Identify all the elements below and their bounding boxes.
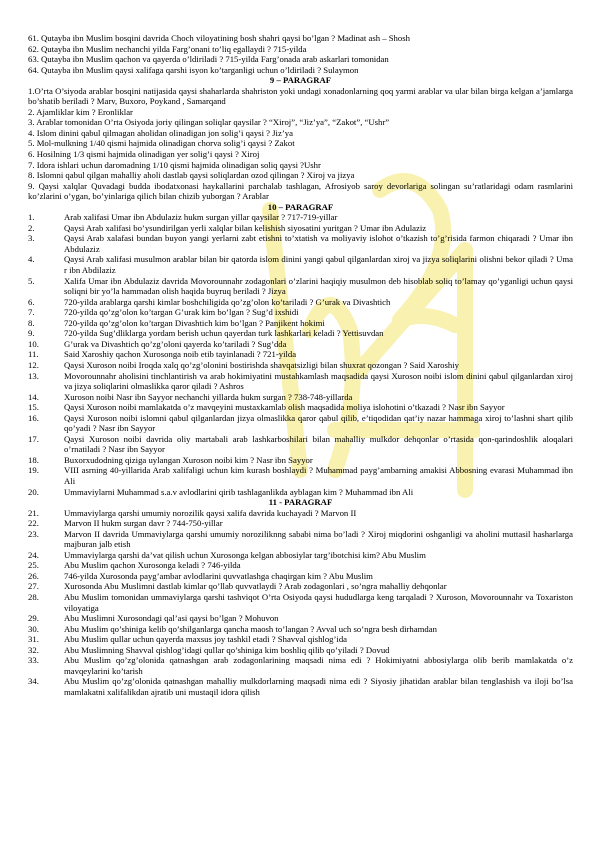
question-line: 62. Qutayba ibn Muslim nechanchi yilda Farg’onani to’liq egallaydi ? 715-yilda (28, 43, 307, 54)
numbered-question (28, 254, 573, 275)
question-number: 12. (28, 359, 39, 370)
numbered-question (28, 518, 573, 529)
question-text: Abu Muslimni Xurosondagi qal’asi qaysi bo’lgan ? Mohuvon (64, 613, 279, 624)
question-number: 27. (28, 581, 39, 592)
question-number: 26. (28, 570, 39, 581)
question-text: 720-yilda Sug’dliklarga yordam berish uchun qayerdan turk lashkarlari keladi ? Yettisuvdan (64, 328, 384, 339)
question-text: Ummaviylarga qarshi da’vat qilish uchun Xurosonga kelgan abbosiylar targ’ibotchisi kim? Abu Muslim (64, 549, 426, 560)
question-paragraph: 1.O’rta O’siyoda arablar bosqini natijasida qaysi shaharlarda shahriston yoki undagi xonadonlarning qoq yarmi arablar va ular bilan birga kelgan a’jamlarga bo’shatib beriladi ? Marv, Buxoro, Poykand , Samarqand (28, 85, 573, 107)
numbered-question (28, 634, 573, 645)
question-number: 31. (28, 634, 39, 645)
question-number: 18. (28, 454, 39, 465)
question-text: Buxorxudodning qiziga uylangan Xuroson noibi kim ? Nasr ibn Sayyor (64, 454, 313, 465)
top-questions (28, 33, 573, 75)
section-heading-10: 10 – PARAGRAF (267, 201, 334, 212)
question-text: Qaysi Xuroson noibi islomni qabul qilganlardan jizya olmaslikka qaror qabul qilib, e’tiqodidan qat’iy nazar hammaga xiroj to’lashni shart qilib qo’yadi ? Nasr ibn Sayyor (64, 412, 573, 434)
question-number: 30. (28, 623, 39, 634)
question-text: 720-yilda qo’zg’olon ko’targan Divashtich kim bo’lgan ? Panjikent hokimi (64, 317, 325, 328)
section-9-questions (28, 86, 573, 202)
question-number: 8. (28, 317, 35, 328)
numbered-question (28, 349, 573, 360)
question-number: 2. (28, 222, 35, 233)
question-number: 11. (28, 349, 39, 360)
question-text: Ummaviylarga qarshi umumiy norozilik qaysi xalifa davrida kuchayadi ? Marvon II (64, 507, 357, 518)
question-number: 13. (28, 370, 39, 381)
question-text: Qaysi Xuroson noibi Iroqda xalq qo’zg’olonini bostirishda shavqatsizligi bilan shuxrat qozongan ? Said Xaroshiy (64, 359, 459, 370)
question-paragraph: 9. Qaysi xalqlar Quvadagi budda ibodatxonasi haykallarini parchalab tashlagan, Afrosiyob saroy devorlariga solingan su’ratlaridagi odam rasmlarini ko’zlarini o’ygan, bo’yinlariga qilich bilan chizib yuborgan ? Arablar (28, 180, 573, 202)
section-10-questions (28, 212, 573, 497)
numbered-question (28, 592, 573, 613)
question-text: Abu Muslim qo’shiniga kelib qo’shilganlarga qancha maosh to’langan ? Avval uch so’ngra besh dirhamdan (64, 623, 437, 634)
numbered-question (28, 307, 573, 318)
question-paragraph: 4. Islom dinini qabul qilmagan aholidan olinadigan jon solig’i qaysi ? Jiz’ya (28, 127, 293, 138)
question-text: Qaysi Arab xalifasi bo’ysundirilgan yerli xalqlar bilan kelishish siyosatini yuritgan ? Umar ibn Adulaziz (64, 222, 427, 233)
numbered-question (28, 413, 573, 434)
numbered-question (28, 360, 573, 371)
question-number: 16. (28, 412, 39, 423)
question-line: 64. Qutayba ibn Muslim qaysi xalifaga qarshi isyon ko’targanligi uchun o’ldiriladi ? Sulaymon (28, 64, 359, 75)
numbered-question (28, 233, 573, 254)
question-number: 19. (28, 465, 39, 476)
question-text: Abu Muslim qo’zg’olonida qatnashgan arab zodagonlarining maqsadi nima edi ? Hokimiyatni abbosiylarga olib berib mamlakatda o’z mavqeylarini ko’tarish (64, 655, 573, 676)
numbered-question (28, 297, 573, 308)
numbered-question (28, 402, 573, 413)
question-paragraph: 2. Ajamliklar kim ? Eronliklar (28, 106, 133, 117)
question-text: Abu Muslim qo’zg’olonida qatnashgan mahalliy mulkdorlarning maqsadi nima edi ? Siyosiy jihatidan arablar bilan tenglashish va iloji bo’lsa mamlakatni xalifalikdan ajratib uni mustaqil idora qilish (64, 676, 573, 697)
question-text: Abu Muslim tomonidan ummaviylarga qarshi tashviqot O’rta Osiyoda qaysi hududlarga keng tarqaladi ? Xuroson, Movorounnahr va Toxariston viloyatiga (64, 591, 573, 613)
question-text: Ummaviylarni Muhammad s.a.v avlodlarini qirib tashlaganlikda ayblagan kim ? Muhammad ibn Ali (64, 486, 414, 497)
section-heading-11: 11 - PARAGRAF (268, 497, 333, 508)
question-number: 33. (28, 655, 39, 666)
question-number: 24. (28, 549, 39, 560)
numbered-question (28, 455, 573, 466)
numbered-question (28, 655, 573, 676)
question-number: 22. (28, 518, 39, 529)
question-number: 21. (28, 507, 39, 518)
question-text: Qaysi Arab xalifasi musulmon arablar bilan bir qatorda islom dinini yangi qabul qilganlardan xiroj va jizya soliqlarini olishni bekor qiladi ? Uma r ibn Abdilaziz (64, 254, 573, 276)
question-number: 29. (28, 613, 39, 624)
question-text: 746-yilda Xurosonda payg’ambar avlodlarini quvvatlashga chaqirgan kim ? Abu Muslim (64, 570, 373, 581)
section-heading-9: 9 – PARAGRAF (269, 75, 332, 86)
question-paragraph: 5. Mol-mulkning 1/40 qismi hajmida olinadigan chorva solig’i qaysi ? Zakot (28, 138, 295, 149)
numbered-question (28, 571, 573, 582)
question-text: Xurosonda Abu Muslimni dastlab kimlar qo’llab quvvatlaydi ? Arab zodagonlari , so’ngra mahalliy dehqonlar (64, 581, 447, 592)
numbered-question (28, 212, 573, 223)
numbered-question (28, 371, 573, 392)
question-paragraph: 7. Idora ishlari uchun daromadning 1/10 qismi hajmida olinadigan soliq qaysi ?Ushr (28, 159, 321, 170)
question-text: 720-yilda qo’zg’olon ko’targan G’urak kim bo’lgan ? Sug’d ixshidi (64, 307, 299, 318)
question-number: 25. (28, 560, 39, 571)
numbered-question (28, 223, 573, 234)
question-number: 32. (28, 644, 39, 655)
question-text: Xuroson noibi Nasr ibn Sayyor nechanchi yillarda hukm surgan ? 738-748-yillarda (64, 391, 353, 402)
numbered-question (28, 613, 573, 624)
question-text: G’urak va Divashtich qo’zg’oloni qayerda ko’tariladi ? Sug’dda (64, 338, 287, 349)
question-number: 7. (28, 307, 35, 318)
question-text: 720-yilda arablarga qarshi kimlar boshchiligida qo’zg’olon ko’tariladi ? G’urak va Divashtich (64, 296, 391, 307)
question-number: 17. (28, 433, 39, 444)
question-number: 1. (28, 212, 35, 223)
numbered-question (28, 318, 573, 329)
question-number: 14. (28, 391, 39, 402)
question-paragraph: 3. Arablar tomonidan O’rta Osiyoda joriy qilingan soliqlar qaysilar ? “Xiroj”, “Jiz’ya”, “Zakot”, “Ushr” (28, 117, 390, 128)
question-number: 23. (28, 528, 39, 539)
question-line: 63. Qutayba ibn Muslim qachon va qayerda o’ldiriladi ? 715-yilda Farg’onada arab askarlari tomonidan (28, 54, 389, 65)
numbered-question (28, 550, 573, 561)
question-number: 10. (28, 338, 39, 349)
question-number: 34. (28, 676, 39, 687)
question-text: Said Xaroshiy qachon Xurosonga noib etib tayinlanadi ? 721-yilda (64, 349, 297, 360)
question-paragraph: 8. Islomni qabul qilgan mahalliy aholi dastlab qaysi soliqlardan ozod qilingan ? Xiroj va jizya (28, 170, 355, 181)
question-text: Arab xalifasi Umar ibn Abdulaziz hukm surgan yillar qaysilar ? 717-719-yillar (64, 212, 338, 223)
question-text: Marvon II davrida Ummaviylarga qarshi umumiy noroziliknng sababi nima bo’ladi ? Xiroj miqdorini oshganligi va aholini muttasil hasharlarga majburan jalb etish (64, 528, 573, 550)
question-text: VIII asrning 40-yillarida Arab xalifaligi uchun kim kurash boshlaydi ? Muhammad payg’ambarning amakisi Abbosning evarasi Muhammad ibn Ali (64, 465, 573, 486)
numbered-question (28, 560, 573, 571)
numbered-question (28, 434, 573, 455)
question-text: Qaysi Arab xalafasi bundan buyon yangi yerlarni zabt etishni to’xtatish va moliyaviy islohot o’tkazish to’g’risida farmon chiqaradi ? Umar ibn Abdulaziz (64, 233, 573, 254)
question-number: 15. (28, 402, 39, 413)
question-text: Abu Muslim qachon Xurosonga keladi ? 746-yilda (64, 560, 241, 571)
document-body (28, 33, 573, 697)
numbered-question (28, 529, 573, 550)
question-text: Movorounnahr aholisini tinchlantirish va arab hokimiyatini mustahkamlash maqsadida qaysi Xuroson noibi islom dinini qabul qilganlardan xiroj va jizya soliqlarini olmaslikka qaror qiladi ? Ashros (64, 370, 573, 392)
numbered-question (28, 465, 573, 486)
question-number: 9. (28, 328, 35, 339)
numbered-question (28, 328, 573, 339)
question-text: Marvon II hukm surgan davr ? 744-750-yillar (64, 518, 223, 529)
question-number: 28. (28, 591, 39, 602)
question-number: 20. (28, 486, 39, 497)
numbered-question (28, 645, 573, 656)
question-number: 6. (28, 296, 35, 307)
question-text: Abu Muslimning Shavval qishlog’idagi qullar qo’shiniga kim boshliq qilib qo’yiladi ? Dovud (64, 644, 390, 655)
question-text: Xalifa Umar ibn Abdulaziz davrida Movorounnahr zodagonlari o’zlarini haqiqiy musulmon deb hisoblab soliq to’lamay qo’yganligi uchun qaysi soliqni bir yo’la hammadan olish haqida buyruq beriladi ? Jizya (64, 275, 573, 297)
question-number: 5. (28, 275, 35, 286)
numbered-question (28, 581, 573, 592)
section-11-questions (28, 508, 573, 698)
numbered-question (28, 276, 573, 297)
question-text: Qaysi Xuroson noibi mamlakatda o’z mavqeyini mustaxkamlab olish maqsadida moliya islohotini o’tkazadi ? Nasr ibn Sayyor (64, 402, 505, 413)
question-text: Qaysi Xuroson noibi davrida oliy martabali arab lashkarboshilari bilan mahalliy mulkdor dehqonlar o’rtasida qon-qarindoshlik aloqalari o’rnatiladi ? Nasr ibn Sayyor (64, 433, 573, 455)
numbered-question (28, 508, 573, 519)
question-paragraph: 6. Hosilning 1/3 qismi hajmida olinadigan yer solig’i qaysi ? Xiroj (28, 149, 260, 160)
numbered-question (28, 339, 573, 350)
question-number: 4. (28, 254, 35, 265)
question-line: 61. Qutayba ibn Muslim bosqini davrida Choch viloyatining bosh shahri qaysi bo’lgan ? Madinat ash – Shosh (28, 33, 410, 43)
numbered-question (28, 392, 573, 403)
question-number: 3. (28, 233, 35, 244)
numbered-question (28, 676, 573, 697)
numbered-question (28, 624, 573, 635)
question-text: Abu Muslim qullar uchun qayerda maxsus joy tashkil etadi ? Shavval qishlog’ida (64, 634, 348, 645)
numbered-question (28, 487, 573, 498)
